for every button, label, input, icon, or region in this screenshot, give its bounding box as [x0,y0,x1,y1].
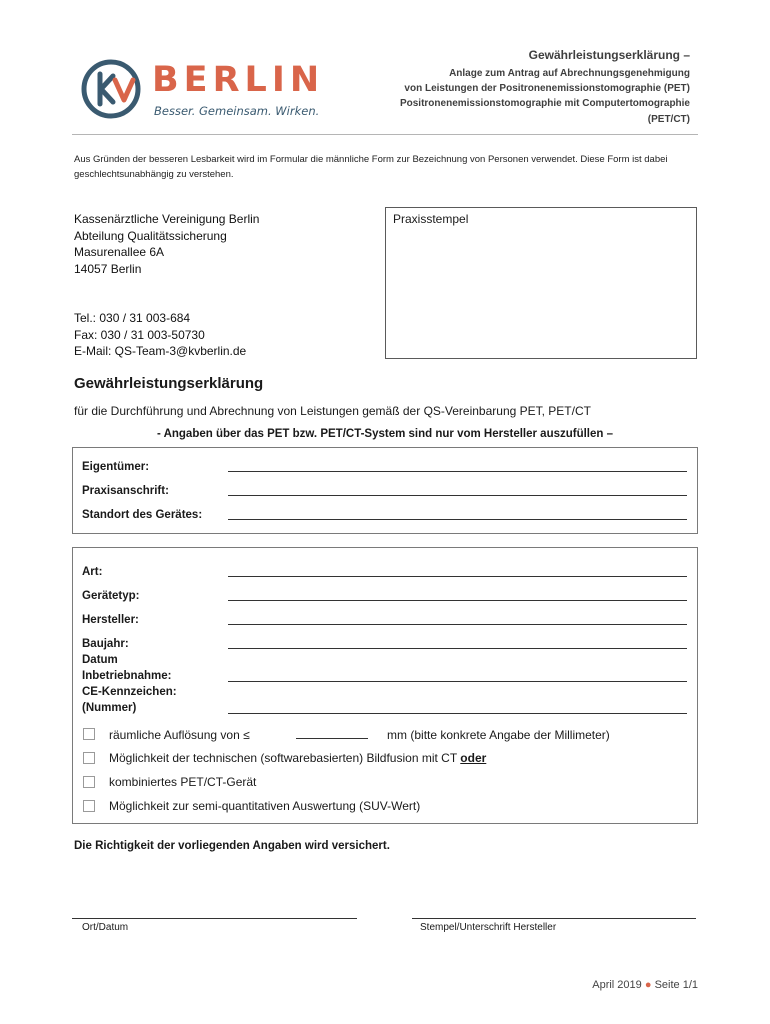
address-line: 14057 Berlin [74,261,142,276]
gender-notice: Aus Gründen der besseren Lesbarkeit wird im Formular die männliche Form zur Bezeichnung von Personen verwendet. Diese Form ist dabei geschlechtsunabhängig zu verstehen. [74,154,668,180]
footer-date: April 2019 [592,979,642,991]
manufacturer-note: - Angaben über das PET bzw. PET/CT-System sind nur vom Hersteller auszufüllen – [156,428,614,440]
commissioning-date-label-1: Datum [82,654,118,666]
practice-address-field[interactable] [228,495,687,496]
recipient-address [74,211,259,360]
build-year-label: Baujahr: [82,638,129,650]
owner-label: Eigentümer: [82,461,150,473]
logo-slogan: Besser. Gemeinsam. Wirken. [154,104,320,118]
resolution-mm-field[interactable] [296,727,368,739]
resolution-unit-text: mm (bitte konkrete Angabe der Millimeter) [387,728,610,742]
fax-number: Fax: 030 / 31 003-50730 [74,327,205,342]
signature-label: Stempel/Unterschrift Hersteller [420,922,557,933]
header-line-3: Positronenemissionstomographie mit Computertomographie [399,98,690,109]
email-address[interactable]: E-Mail: QS-Team-3@kvberlin.de [74,344,247,358]
suv-checkbox[interactable] [83,800,95,812]
document-title: Gewährleistungserklärung – [528,48,690,62]
resolution-option [109,727,610,742]
image-fusion-option [109,751,486,765]
address-line: Abteilung Qualitätssicherung [74,228,227,243]
section-subheading: für die Durchführung und Abrechnung von Leistungen gemäß der QS-Vereinbarung PET, PET/CT [74,404,591,418]
confirmation-statement: Die Richtigkeit der vorliegenden Angaben wird versichert. [74,840,390,852]
practice-stamp-field[interactable] [385,207,697,359]
manufacturer-label: Hersteller: [82,614,139,626]
kv-monogram-icon [78,56,148,122]
signature-line[interactable] [412,918,696,919]
logo-wordmark: BERLIN [152,60,325,100]
header-line-1: Anlage zum Antrag auf Abrechnungsgenehmigung [449,68,690,79]
device-model-label: Gerätetyp: [82,590,140,602]
commissioning-date-field[interactable] [228,681,687,682]
ce-mark-label: CE-Kennzeichen: [82,686,177,698]
device-location-field[interactable] [228,519,687,520]
footer-bullet-icon: ● [644,979,652,991]
combined-device-text: kombiniertes PET/CT-Gerät [109,775,257,789]
address-line: Masurenallee 6A [74,245,165,259]
image-fusion-text: Möglichkeit der technischen (softwarebasierten) Bildfusion mit CT [109,751,457,765]
device-model-field[interactable] [228,600,687,601]
oder-text: oder [460,751,487,765]
section-heading: Gewährleistungserklärung [74,375,264,392]
header-divider [72,134,698,135]
type-field[interactable] [228,576,687,577]
address-line: Kassenärztliche Vereinigung Berlin [74,212,260,226]
type-label: Art: [82,566,103,578]
page-number: Seite 1/1 [654,979,698,991]
resolution-text: räumliche Auflösung von ≤ [109,728,250,742]
place-date-line[interactable] [72,918,357,919]
practice-address-label: Praxisanschrift: [82,485,169,497]
suv-text: Möglichkeit zur semi-quantitativen Auswertung (SUV-Wert) [109,799,421,813]
stamp-label: Praxisstempel [393,212,469,226]
combined-device-checkbox[interactable] [83,776,95,788]
commissioning-date-label-2: Inbetriebnahme: [82,670,172,682]
ce-number-label: (Nummer) [82,702,137,714]
device-location-label: Standort des Gerätes: [82,509,203,521]
place-date-label: Ort/Datum [82,922,129,933]
page-footer [592,979,698,991]
build-year-field[interactable] [228,648,687,649]
manufacturer-field[interactable] [228,624,687,625]
phone-number: Tel.: 030 / 31 003-684 [74,311,191,325]
resolution-checkbox[interactable] [83,728,95,740]
header-line-2: von Leistungen der Positronenemissionstomographie (PET) [404,83,690,94]
image-fusion-checkbox[interactable] [83,752,95,764]
owner-field[interactable] [228,471,687,472]
header-line-4: (PET/CT) [647,114,690,125]
ce-number-field[interactable] [228,713,687,714]
